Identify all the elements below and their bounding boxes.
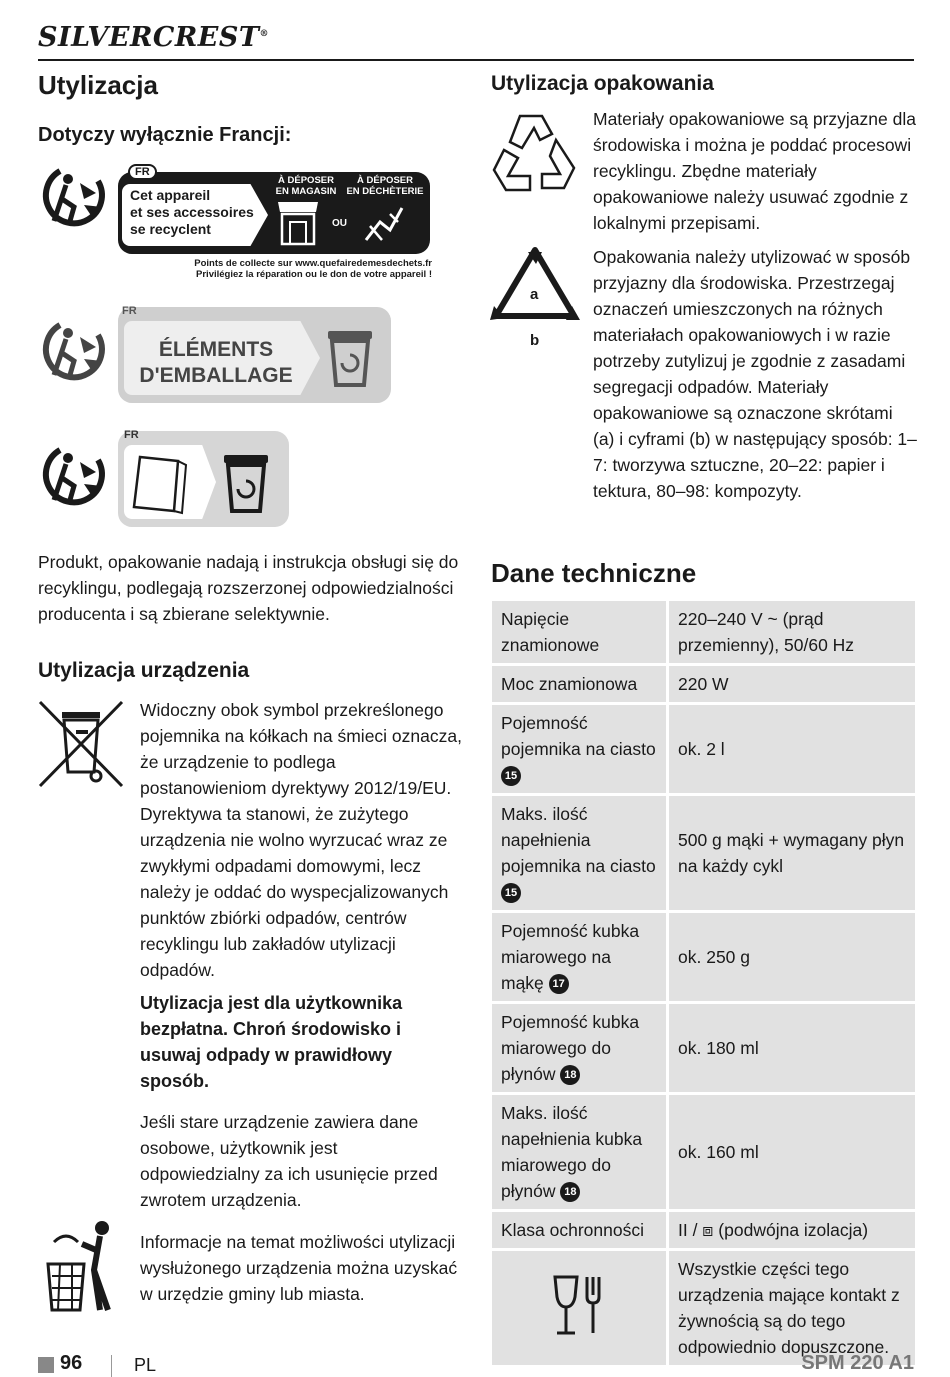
spec-value: 220 W xyxy=(669,666,915,705)
fr-tag: FR xyxy=(124,429,139,441)
spec-label: Moc znamionowa xyxy=(492,666,669,705)
shop-icon xyxy=(276,200,320,246)
spec-label: Pojemność kubka miarowego do płynów 18 xyxy=(492,1004,669,1095)
recycle-icon xyxy=(490,110,580,196)
page-number: 96 xyxy=(60,1352,83,1374)
deposit-center-label: À DÉPOSER EN DÉCHÈTERIE xyxy=(346,175,424,197)
packaging-heading: Utylizacja opakowania xyxy=(491,72,714,95)
fr-tag: FR xyxy=(122,305,137,317)
part-number-badge: 15 xyxy=(501,766,521,786)
device-paragraph-3: Informacje na temat możliwości utylizacji wysłużonego urządzenia można uzyskać w urzędzie gminy lub miasta. xyxy=(140,1232,458,1304)
triman-icon xyxy=(40,163,110,231)
triangle-label-b: b xyxy=(530,332,540,349)
spec-value: 500 g mąki + wymagany płyn na każdy cykl xyxy=(669,796,915,913)
recycling-bin-icon xyxy=(222,451,270,517)
device-paragraph-2: Jeśli stare urządzenie zawiera dane osobowe, użytkownik jest odpowiedzialny za ich usunięcie przed zwrotem urządzenia. xyxy=(140,1112,438,1210)
packaging-elements-text: ÉLÉMENTS D'EMBALLAGE xyxy=(139,338,293,387)
food-safe-icon xyxy=(549,1273,609,1337)
brand-logo: SILVERCREST® xyxy=(38,22,269,53)
france-heading: Dotyczy wyłącznie Francji: xyxy=(38,124,292,146)
table-row xyxy=(492,601,915,666)
page-title: Utylizacja xyxy=(38,70,158,100)
fr-packaging-label xyxy=(118,307,391,403)
deposit-store-label: À DÉPOSER EN MAGASIN xyxy=(275,175,337,197)
device-disposal-heading: Utylizacja urządzenia xyxy=(38,659,250,682)
dump-icon xyxy=(362,200,406,246)
spec-label: Klasa ochronności xyxy=(492,1212,669,1251)
model-number: SPM 220 A1 xyxy=(801,1352,914,1374)
table-row xyxy=(492,1212,915,1251)
spec-label: Napięcie znamionowe xyxy=(492,601,669,666)
spec-value: 220–240 V ~ (prąd przemienny), 50/60 Hz xyxy=(669,601,915,666)
spec-value: ok. 2 l xyxy=(669,705,915,796)
triangle-label-a: a xyxy=(530,286,539,303)
spec-label: Maks. ilość napełnienia kubka miarowego do płynów 18 xyxy=(492,1095,669,1212)
spec-value: II / ⧈ (podwójna izolacja) xyxy=(669,1212,915,1251)
fr-paper-label xyxy=(118,431,289,527)
table-row xyxy=(492,666,915,705)
packaging-paragraph-1: Materiały opakowaniowe są przyjazne dla środowiska i można je poddać procesowi recyklingu. Zbędne materiały opakowaniowe należy usuwać zgodnie z lokalnymi przepisami. xyxy=(593,109,916,233)
table-row xyxy=(492,913,915,1004)
page-marker xyxy=(38,1357,54,1373)
crossed-bin-icon xyxy=(38,700,126,790)
table-row xyxy=(492,1095,915,1212)
footer-divider xyxy=(111,1355,112,1377)
spec-value: ok. 250 g xyxy=(669,913,915,1004)
part-number-badge: 17 xyxy=(549,974,569,994)
header-rule xyxy=(38,59,914,61)
spec-label: Pojemność kubka miarowego na mąkę 17 xyxy=(492,913,669,1004)
collection-note: Points de collecte sur www.quefairedemesdechets.fr Privilégiez la réparation ou le don de votre appareil ! xyxy=(194,258,432,280)
food-safe-cell xyxy=(492,1251,669,1368)
or-label: OU xyxy=(332,218,347,229)
spec-label: Pojemność pojemnika na ciasto 15 xyxy=(492,705,669,796)
recycle-paragraph: Produkt, opakowanie nadają i instrukcja obsługi się do recyklingu, podlegają rozszerzonej odpowiedzialności producenta i są zbierane selektywnie. xyxy=(38,552,459,624)
part-number-badge: 15 xyxy=(501,883,521,903)
part-number-badge: 18 xyxy=(560,1065,580,1085)
packaging-paragraph-2: Opakowania należy utylizować w sposób przyjazny dla środowiska. Przestrzegaj oznaczeń umieszczonych na różnych materiałach opakowaniowych i w razie potrzeby zutylizuj je zgodnie z zasadami segregacji odpadów. Materiały opakowaniowe są oznaczone skrótami (a) i cyframi (b) w następujący sposób: 1–7: tworzywa sztuczne, 20–22: papier i tektura, 80–98: kompozyty. xyxy=(593,247,917,501)
fr-recycle-label xyxy=(118,166,430,254)
device-bold-note: Utylizacja jest dla użytkownika bezpłatna. Chroń środowisko i usuwaj odpady w prawidłowy sposób. xyxy=(140,993,403,1091)
table-row xyxy=(492,1251,915,1368)
spec-value: Wszystkie części tego urządzenia mające kontakt z żywnością są do tego odpowiednio dopuszczone. xyxy=(669,1251,915,1368)
table-row xyxy=(492,1004,915,1095)
spec-value: ok. 160 ml xyxy=(669,1095,915,1212)
spec-label: Maks. ilość napełnienia pojemnika na ciasto 15 xyxy=(492,796,669,913)
fr-label-text: Cet appareil et ses accessoires se recyclent xyxy=(130,187,254,237)
language-code: PL xyxy=(134,1355,157,1375)
tech-data-table xyxy=(492,601,915,1368)
paper-icon xyxy=(132,453,192,515)
fr-tag: FR xyxy=(128,164,157,180)
tech-data-heading: Dane techniczne xyxy=(491,558,697,588)
table-row xyxy=(492,796,915,913)
litter-bin-person-icon xyxy=(44,1220,120,1312)
recycling-bin-icon xyxy=(326,327,374,391)
triman-icon xyxy=(40,442,110,510)
part-number-badge: 18 xyxy=(560,1182,580,1202)
device-paragraph-1: Widoczny obok symbol przekreślonego pojemnika na kółkach na śmieci oznacza, że urządzenie to podlega postanowieniom dyrektywy 2012/19/EU. Dyrektywa ta stanowi, że zużytego urządzenia nie wolno wyrzucać wraz ze zwykłymi odpadami domowymi, lecz należy je oddać do wyspecjalizowanych punktów zbiórki odpadów, centrów recyklingu lub zakładów utylizacji odpadów. xyxy=(140,700,462,980)
spec-value: ok. 180 ml xyxy=(669,1004,915,1095)
triman-icon xyxy=(40,317,110,385)
table-row xyxy=(492,705,915,796)
